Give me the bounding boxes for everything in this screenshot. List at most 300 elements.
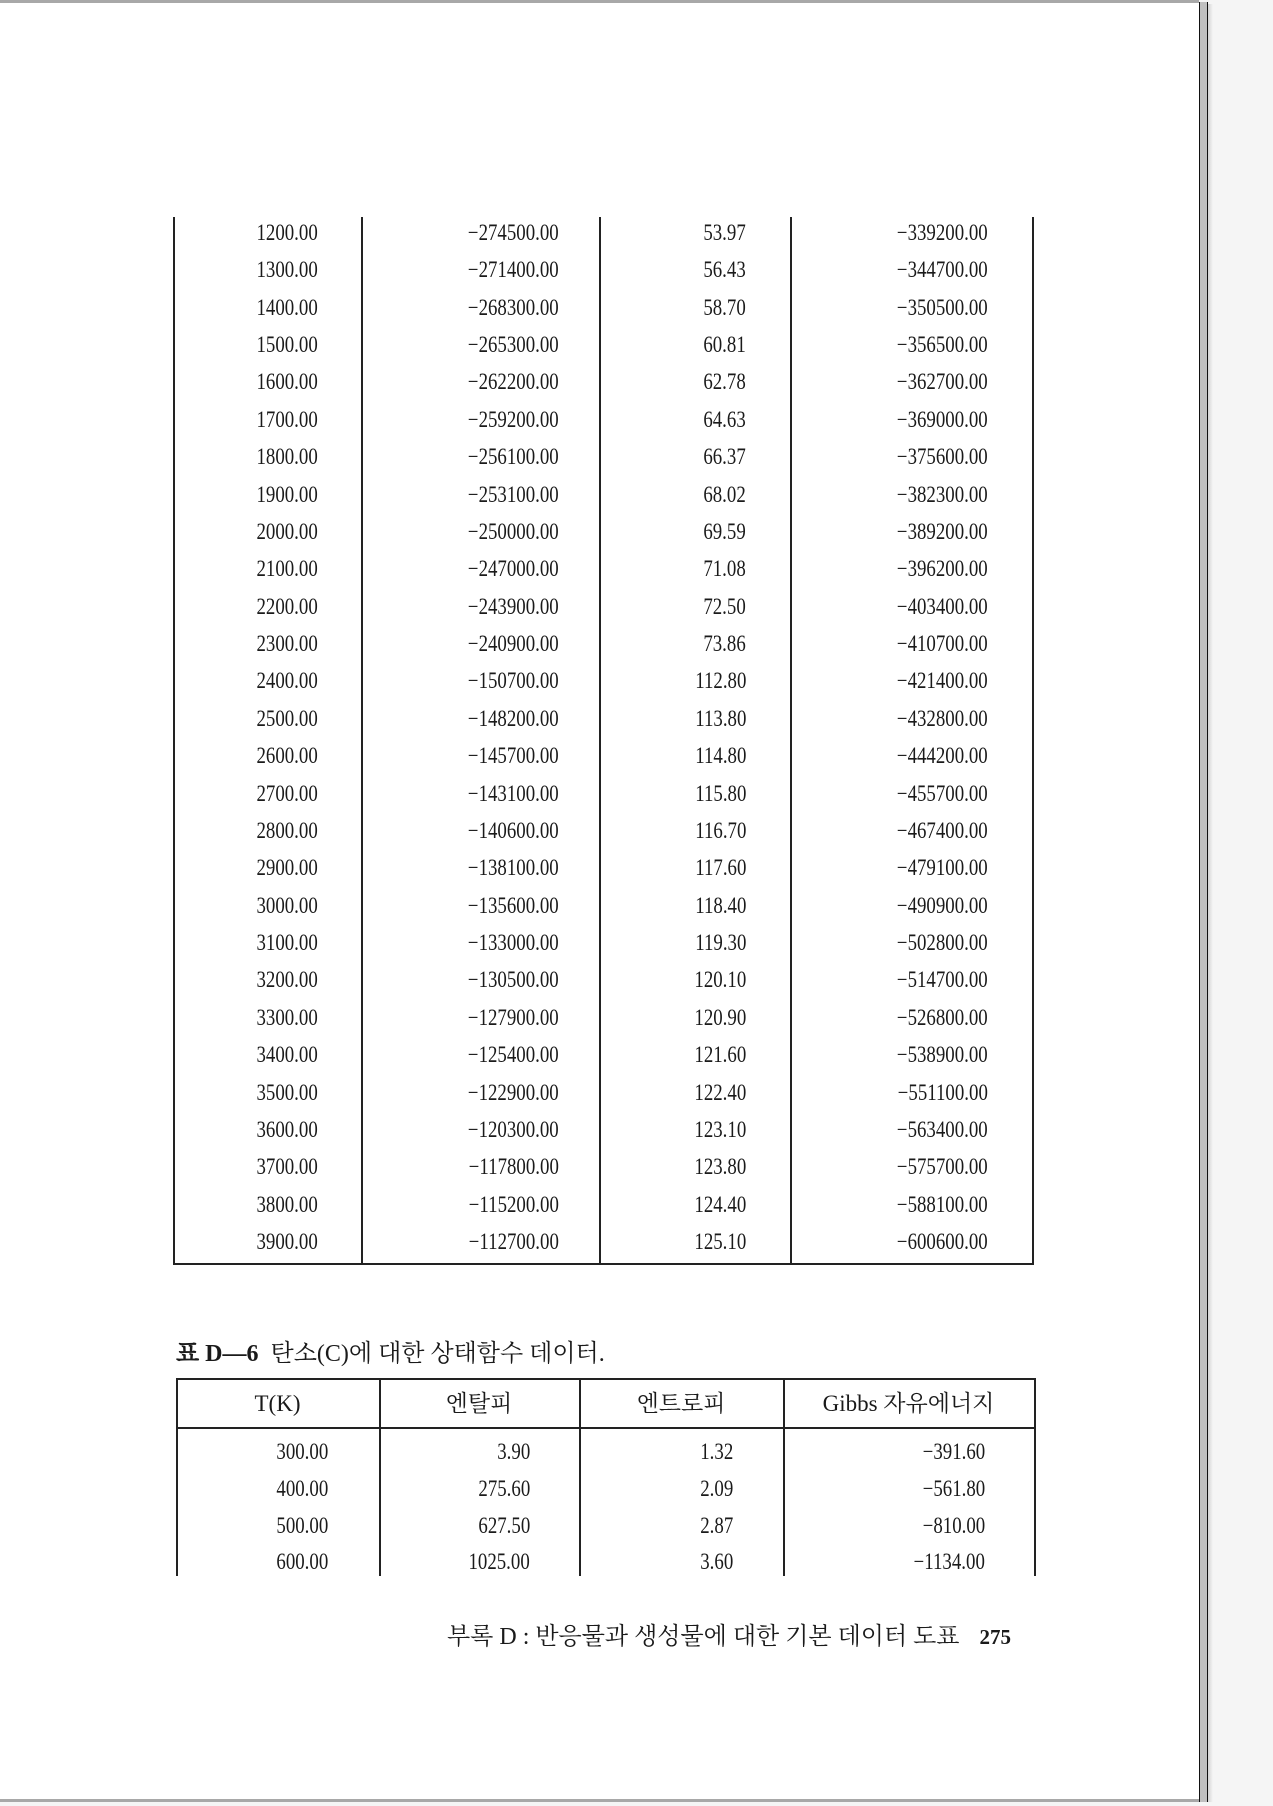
cell-value: 121.60 — [694, 1042, 746, 1068]
table-row — [173, 625, 1033, 662]
cell-entropy — [683, 1186, 746, 1223]
cell-value: −588100.00 — [897, 1191, 988, 1217]
cell-value: −240900.00 — [468, 631, 559, 657]
cell-value: −444200.00 — [897, 743, 988, 769]
cell-value: 3000.00 — [256, 892, 318, 918]
cell-gibbs — [877, 775, 988, 812]
cell-entropy — [684, 775, 746, 812]
cell-enthalpy — [448, 961, 559, 998]
table-row — [173, 363, 1033, 400]
cell-temperature — [265, 1433, 328, 1470]
cell-gibbs — [877, 476, 988, 513]
cell-gibbs — [877, 887, 988, 924]
table-row — [173, 662, 1033, 699]
cell-enthalpy — [455, 1543, 530, 1580]
cell-value: −389200.00 — [897, 518, 988, 544]
cell-gibbs — [909, 1507, 985, 1544]
table-row — [173, 1111, 1033, 1148]
cell-enthalpy — [448, 775, 559, 812]
column-header-entropy: 엔트로피 — [636, 1391, 726, 1416]
cell-enthalpy — [448, 1074, 559, 1111]
cell-gibbs — [877, 812, 988, 849]
cell-temperature — [243, 700, 318, 737]
table-caption — [176, 1333, 605, 1368]
table-row — [173, 737, 1033, 774]
table-row — [173, 812, 1033, 849]
cell-value: −117800.00 — [468, 1154, 559, 1180]
cell-gibbs — [877, 1036, 988, 1073]
cell-value: 114.80 — [694, 743, 746, 769]
cell-value: 3200.00 — [256, 967, 318, 993]
cell-value: 64.63 — [703, 406, 746, 432]
cell-entropy — [683, 1223, 746, 1260]
table-row — [173, 849, 1033, 886]
cell-value: −120300.00 — [468, 1116, 559, 1142]
cell-enthalpy — [448, 438, 559, 475]
cell-value: 3500.00 — [256, 1079, 318, 1105]
cell-value: −274500.00 — [468, 220, 559, 245]
cell-value: −247000.00 — [468, 556, 559, 582]
cell-value: −403400.00 — [897, 593, 988, 619]
table-row — [173, 700, 1033, 737]
cell-value: −391.60 — [922, 1439, 985, 1464]
cell-value: 2600.00 — [256, 743, 318, 769]
cell-value: 2200.00 — [256, 593, 318, 619]
cell-gibbs — [877, 700, 988, 737]
cell-enthalpy — [490, 1433, 530, 1470]
cell-gibbs — [877, 513, 988, 550]
cell-gibbs — [877, 849, 988, 886]
cell-entropy — [684, 849, 746, 886]
cell-temperature — [243, 775, 318, 812]
cell-temperature — [243, 887, 318, 924]
cell-value: −115200.00 — [468, 1191, 559, 1217]
cell-value: 300.00 — [276, 1439, 328, 1464]
cell-entropy — [694, 251, 746, 288]
cell-enthalpy — [448, 812, 559, 849]
cell-value: 2500.00 — [256, 705, 318, 731]
running-title: 부록 D : 반응물과 생성물에 대한 기본 데이터 도표 — [447, 1624, 960, 1650]
cell-value: 58.70 — [703, 294, 746, 320]
cell-value: −140600.00 — [468, 817, 559, 843]
cell-value: 117.60 — [694, 855, 746, 881]
table-row — [173, 775, 1033, 812]
cell-gibbs — [877, 550, 988, 587]
cell-gibbs — [877, 924, 988, 961]
cell-entropy — [694, 214, 746, 251]
cell-gibbs — [877, 999, 988, 1036]
cell-gibbs — [877, 326, 988, 363]
cell-enthalpy — [448, 214, 559, 251]
cell-gibbs — [877, 401, 988, 438]
table-row — [173, 513, 1033, 550]
cell-value: −561.80 — [922, 1475, 985, 1501]
table-row — [173, 1223, 1033, 1260]
cell-value: −396200.00 — [897, 556, 988, 582]
cell-entropy — [693, 1543, 733, 1580]
cell-value: −350500.00 — [897, 294, 988, 320]
cell-value: 3.90 — [496, 1439, 530, 1464]
cell-temperature — [243, 401, 318, 438]
cell-value: 1200.00 — [256, 220, 318, 245]
cell-value: 125.10 — [694, 1228, 746, 1254]
table-row — [173, 1148, 1033, 1185]
table-row — [173, 476, 1033, 513]
cell-value: −143100.00 — [468, 780, 559, 806]
cell-value: 3100.00 — [256, 930, 318, 956]
cell-entropy — [683, 1074, 746, 1111]
cell-entropy — [683, 1148, 746, 1185]
column-header-enthalpy: 엔탈피 — [445, 1391, 513, 1416]
cell-value: 1400.00 — [256, 294, 318, 320]
cell-temperature — [243, 1036, 318, 1073]
cell-value: 71.08 — [703, 556, 746, 582]
cell-gibbs — [877, 961, 988, 998]
table-row — [173, 1036, 1033, 1073]
cell-temperature — [243, 214, 318, 251]
cell-value: −271400.00 — [468, 257, 559, 283]
cell-temperature — [243, 625, 318, 662]
cell-value: −467400.00 — [897, 817, 988, 843]
cell-entropy — [684, 700, 746, 737]
cell-gibbs — [878, 1074, 988, 1111]
cell-value: −479100.00 — [897, 855, 988, 881]
cell-entropy — [683, 999, 746, 1036]
cell-entropy — [684, 737, 746, 774]
cell-value: 3.60 — [699, 1549, 733, 1575]
cell-value: −259200.00 — [468, 406, 559, 432]
cell-value: 1.32 — [699, 1439, 733, 1464]
cell-value: 2300.00 — [256, 631, 318, 657]
cell-value: 68.02 — [703, 481, 746, 507]
cell-value: −344700.00 — [897, 257, 988, 283]
table-row — [173, 924, 1033, 961]
cell-value: −130500.00 — [468, 967, 559, 993]
cell-value: 2400.00 — [256, 668, 318, 694]
cell-temperature — [243, 737, 318, 774]
page-footer — [447, 1616, 1011, 1651]
cell-enthalpy — [448, 625, 559, 662]
cell-value: −356500.00 — [897, 332, 988, 358]
cell-gibbs — [877, 1186, 988, 1223]
cell-entropy — [684, 662, 746, 699]
cell-temperature — [243, 849, 318, 886]
cell-gibbs — [877, 214, 988, 251]
cell-enthalpy — [448, 401, 559, 438]
cell-value: −133000.00 — [468, 930, 559, 956]
cell-temperature — [243, 1074, 318, 1111]
cell-enthalpy — [448, 887, 559, 924]
cell-gibbs — [877, 588, 988, 625]
cell-value: 627.50 — [478, 1512, 530, 1538]
cell-enthalpy — [467, 1470, 530, 1507]
table-border-bottom — [173, 1263, 1034, 1265]
table-row — [176, 1433, 1036, 1470]
cell-value: −514700.00 — [897, 967, 988, 993]
table-row — [173, 1074, 1033, 1111]
cell-enthalpy — [448, 1111, 559, 1148]
cell-value: −127900.00 — [468, 1004, 559, 1030]
page-number: 275 — [979, 1625, 1011, 1649]
cell-value: −551100.00 — [897, 1079, 988, 1105]
table-row — [173, 999, 1033, 1036]
cell-temperature — [265, 1507, 328, 1544]
cell-value: −369000.00 — [897, 406, 988, 432]
column-header-temperature: T(K) — [254, 1391, 301, 1416]
cell-enthalpy — [448, 662, 559, 699]
table-row — [173, 588, 1033, 625]
cell-gibbs — [877, 1223, 988, 1260]
cell-value: 69.59 — [703, 518, 746, 544]
cell-value: 1025.00 — [468, 1549, 530, 1575]
cell-value: 124.40 — [694, 1191, 746, 1217]
cell-value: 2700.00 — [256, 780, 318, 806]
cell-value: −112700.00 — [468, 1228, 559, 1254]
cell-value: 600.00 — [276, 1549, 328, 1575]
cell-value: −502800.00 — [897, 930, 988, 956]
cell-entropy — [693, 1507, 733, 1544]
cell-value: −243900.00 — [468, 593, 559, 619]
table-row — [173, 438, 1033, 475]
cell-temperature — [243, 1186, 318, 1223]
cell-temperature — [243, 999, 318, 1036]
cell-enthalpy — [448, 700, 559, 737]
cell-value: 120.90 — [694, 1004, 746, 1030]
cell-gibbs — [877, 1111, 988, 1148]
cell-enthalpy — [448, 550, 559, 587]
cell-enthalpy — [448, 849, 559, 886]
cell-enthalpy — [448, 924, 559, 961]
cell-gibbs — [909, 1470, 985, 1507]
cell-value: −253100.00 — [468, 481, 559, 507]
column-header-gibbs: Gibbs 자유에너지 — [822, 1391, 995, 1416]
cell-temperature — [243, 812, 318, 849]
cell-value: 400.00 — [276, 1475, 328, 1501]
cell-value: 3900.00 — [256, 1228, 318, 1254]
cell-value: −410700.00 — [897, 631, 988, 657]
cell-gibbs — [877, 289, 988, 326]
cell-temperature — [243, 251, 318, 288]
cell-value: 123.80 — [694, 1154, 746, 1180]
cell-temperature — [243, 1148, 318, 1185]
table-row — [173, 214, 1033, 251]
cell-value: 2000.00 — [256, 518, 318, 544]
cell-entropy — [694, 326, 746, 363]
cell-value: 73.86 — [703, 631, 746, 657]
table-row — [173, 289, 1033, 326]
table-number: 표 D—6 — [176, 1341, 259, 1367]
cell-gibbs — [909, 1433, 985, 1470]
cell-entropy — [684, 812, 746, 849]
cell-temperature — [243, 438, 318, 475]
cell-entropy — [683, 1036, 746, 1073]
cell-value: 112.80 — [694, 668, 746, 694]
cell-value: 53.97 — [703, 220, 746, 245]
table-row — [173, 1186, 1033, 1223]
table-title: 탄소(C)에 대한 상태함수 데이터. — [270, 1341, 605, 1367]
cell-enthalpy — [448, 476, 559, 513]
cell-entropy — [694, 401, 746, 438]
table-row — [173, 326, 1033, 363]
cell-temperature — [243, 588, 318, 625]
cell-value: 72.50 — [703, 593, 746, 619]
cell-enthalpy — [449, 1186, 559, 1223]
cell-value: −575700.00 — [897, 1154, 988, 1180]
cell-value: 1300.00 — [256, 257, 318, 283]
table-row — [173, 251, 1033, 288]
cell-value: 1600.00 — [256, 369, 318, 395]
cell-value: 3300.00 — [256, 1004, 318, 1030]
cell-value: 113.80 — [694, 705, 746, 731]
cell-enthalpy — [448, 737, 559, 774]
cell-value: 1700.00 — [256, 406, 318, 432]
cell-value: 275.60 — [478, 1475, 530, 1501]
table-row — [173, 401, 1033, 438]
cell-value: −432800.00 — [897, 705, 988, 731]
cell-temperature — [265, 1543, 328, 1580]
cell-value: −268300.00 — [468, 294, 559, 320]
cell-value: 1900.00 — [256, 481, 318, 507]
cell-value: −250000.00 — [468, 518, 559, 544]
table-row — [176, 1507, 1036, 1544]
cell-entropy — [694, 588, 746, 625]
cell-gibbs — [877, 625, 988, 662]
cell-temperature — [243, 662, 318, 699]
cell-value: −810.00 — [922, 1512, 985, 1538]
table-row — [173, 550, 1033, 587]
cell-entropy — [694, 476, 746, 513]
cell-entropy — [683, 961, 746, 998]
cell-enthalpy — [467, 1507, 530, 1544]
cell-value: −490900.00 — [897, 892, 988, 918]
cell-value: −150700.00 — [468, 668, 559, 694]
cell-value: 115.80 — [694, 780, 746, 806]
cell-entropy — [694, 363, 746, 400]
page-shadow — [1208, 4, 1213, 1802]
cell-value: −265300.00 — [468, 332, 559, 358]
cell-value: 119.30 — [694, 930, 746, 956]
cell-value: 1500.00 — [256, 332, 318, 358]
cell-value: 2800.00 — [256, 817, 318, 843]
cell-temperature — [265, 1470, 328, 1507]
table-row — [173, 887, 1033, 924]
cell-temperature — [243, 961, 318, 998]
cell-entropy — [693, 1433, 733, 1470]
cell-value: 1800.00 — [256, 444, 318, 470]
cell-enthalpy — [449, 1148, 559, 1185]
cell-value: −135600.00 — [468, 892, 559, 918]
cell-value: 2.87 — [699, 1512, 733, 1538]
cell-gibbs — [877, 1148, 988, 1185]
cell-gibbs — [877, 737, 988, 774]
cell-value: −148200.00 — [468, 705, 559, 731]
cell-entropy — [693, 1470, 733, 1507]
cell-value: 3600.00 — [256, 1116, 318, 1142]
cell-value: −375600.00 — [897, 444, 988, 470]
cell-value: 66.37 — [703, 444, 746, 470]
cell-temperature — [243, 924, 318, 961]
cell-gibbs — [877, 662, 988, 699]
cell-value: 120.10 — [694, 967, 746, 993]
cell-temperature — [243, 1223, 318, 1260]
cell-value: −600600.00 — [897, 1228, 988, 1254]
cell-value: 62.78 — [703, 369, 746, 395]
cell-entropy — [694, 513, 746, 550]
cell-value: 116.70 — [694, 817, 746, 843]
cell-value: 3700.00 — [256, 1154, 318, 1180]
cell-temperature — [243, 363, 318, 400]
cell-value: 2100.00 — [256, 556, 318, 582]
cell-enthalpy — [448, 999, 559, 1036]
cell-temperature — [243, 326, 318, 363]
cell-temperature — [243, 550, 318, 587]
cell-enthalpy — [448, 363, 559, 400]
cell-value: −1134.00 — [913, 1549, 985, 1575]
page-edge — [1199, 2, 1208, 1802]
cell-entropy — [694, 625, 746, 662]
cell-enthalpy — [448, 513, 559, 550]
cell-value: −526800.00 — [897, 1004, 988, 1030]
table-row — [176, 1543, 1036, 1580]
cell-temperature — [243, 513, 318, 550]
cell-value: −145700.00 — [468, 743, 559, 769]
cell-entropy — [683, 1111, 746, 1148]
cell-value: −455700.00 — [897, 780, 988, 806]
table-row — [173, 961, 1033, 998]
cell-value: −339200.00 — [897, 220, 988, 245]
cell-value: 123.10 — [694, 1116, 746, 1142]
cell-value: 3400.00 — [256, 1042, 318, 1068]
cell-enthalpy — [448, 289, 559, 326]
cell-value: 122.40 — [694, 1079, 746, 1105]
cell-entropy — [684, 924, 746, 961]
cell-value: 2.09 — [699, 1475, 733, 1501]
cell-value: −262200.00 — [468, 369, 559, 395]
cell-enthalpy — [449, 1223, 559, 1260]
cell-enthalpy — [448, 1036, 559, 1073]
cell-entropy — [694, 550, 746, 587]
cell-enthalpy — [448, 251, 559, 288]
cell-entropy — [694, 289, 746, 326]
cell-value: −125400.00 — [468, 1042, 559, 1068]
cell-value: −362700.00 — [897, 369, 988, 395]
cell-entropy — [684, 887, 746, 924]
cell-enthalpy — [448, 326, 559, 363]
cell-temperature — [243, 1111, 318, 1148]
cell-value: 3800.00 — [256, 1191, 318, 1217]
cell-enthalpy — [448, 588, 559, 625]
cell-value: −122900.00 — [468, 1079, 559, 1105]
cell-temperature — [243, 289, 318, 326]
cell-value: −256100.00 — [468, 444, 559, 470]
cell-gibbs — [877, 438, 988, 475]
cell-gibbs — [877, 251, 988, 288]
cell-gibbs — [877, 363, 988, 400]
cell-value: 118.40 — [694, 892, 746, 918]
cell-value: −382300.00 — [897, 481, 988, 507]
cell-value: 56.43 — [703, 257, 746, 283]
table-row — [176, 1470, 1036, 1507]
cell-value: −138100.00 — [468, 855, 559, 881]
cell-value: −421400.00 — [897, 668, 988, 694]
cell-gibbs — [898, 1543, 985, 1580]
cell-value: −538900.00 — [897, 1042, 988, 1068]
cell-value: −563400.00 — [897, 1116, 988, 1142]
cell-temperature — [243, 476, 318, 513]
cell-value: 2900.00 — [256, 855, 318, 881]
cell-value: 60.81 — [703, 332, 746, 358]
cell-value: 500.00 — [276, 1512, 328, 1538]
